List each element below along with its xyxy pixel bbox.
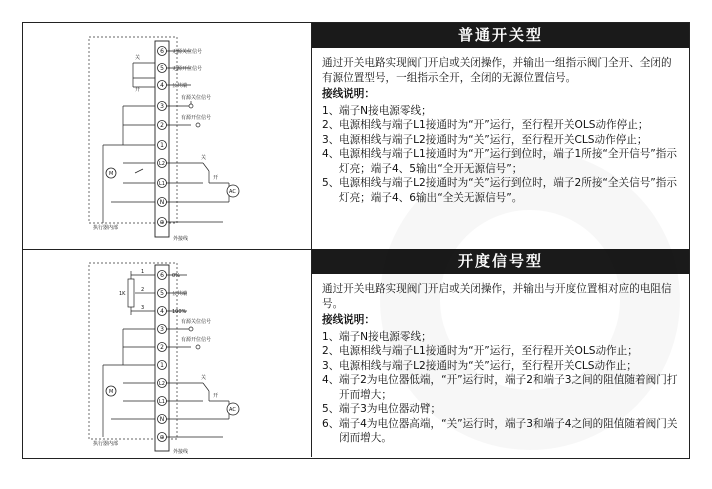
label-t3: 有源关位信号 xyxy=(181,319,212,325)
list-item xyxy=(322,133,679,148)
section-normal-switch xyxy=(23,23,689,250)
label-internal-open: 开 xyxy=(135,87,141,93)
terminal-4: 4 xyxy=(160,82,164,89)
wiring-diagram-position xyxy=(23,249,312,457)
terminal-6: 6 xyxy=(160,48,164,55)
terminal-5: 5 xyxy=(160,290,164,297)
wiring-instructions xyxy=(322,330,679,446)
label-close: 关 xyxy=(201,155,207,161)
label-t5: 公共端 xyxy=(172,291,188,297)
item-text: 端子N接电源零线； xyxy=(339,330,432,343)
spec-table xyxy=(22,22,690,459)
terminal-6: 6 xyxy=(160,272,164,279)
list-item xyxy=(322,417,679,446)
list-item xyxy=(322,118,679,133)
item-text: 电源相线与端子L2接通时为“关”运行到位时，端子2所接“全关信号”指示灯亮；端子4、6输出“全关无源信号”。 xyxy=(339,177,677,204)
terminal-5: 5 xyxy=(160,65,164,72)
item-text: 电源相线与端子L2接通时为“关”运行，至行程开关CLS动作止； xyxy=(339,359,637,372)
item-number: 5、 xyxy=(322,177,340,189)
item-text: 电源相线与端子L1接通时为“开”运行到位时，端子1所接“全开信号”指示灯亮；端子4、5输出“全开无源信号”； xyxy=(339,148,677,175)
terminal-l1: L1 xyxy=(159,181,165,187)
list-item xyxy=(322,402,679,417)
label-close: 关 xyxy=(201,375,207,381)
terminal-2: 2 xyxy=(160,122,164,129)
label-t5: 无源开位信号 xyxy=(172,66,203,72)
terminal-l1: L1 xyxy=(159,399,165,405)
label-inside: 执行器内部 xyxy=(93,225,119,231)
list-item xyxy=(322,344,679,359)
section-position-signal xyxy=(23,249,689,457)
list-item xyxy=(322,104,679,119)
item-text: 端子4为电位器高端，“关”运行时，端子3和端子4之间的阻值随着阀门关闭而增大。 xyxy=(339,417,678,444)
item-number: 2、 xyxy=(322,345,340,357)
terminal-2: 2 xyxy=(160,344,164,351)
list-item xyxy=(322,359,679,374)
list-item xyxy=(322,147,679,176)
wiring-diagram-svg xyxy=(23,249,311,457)
item-number: 4、 xyxy=(322,374,340,386)
description-panel-position xyxy=(312,249,689,457)
label-t6: 无源关位信号 xyxy=(172,49,203,55)
terminal-1: 1 xyxy=(160,142,164,149)
item-number: 6、 xyxy=(322,417,340,430)
list-item xyxy=(322,330,679,345)
label-internal-close: 关 xyxy=(135,55,141,61)
item-text: 电源相线与端子L1接通时为“开”运行，至行程开关OLS动作停止； xyxy=(339,119,649,131)
terminal-n: N xyxy=(159,416,165,423)
item-number: 1、 xyxy=(322,330,340,343)
label-t4: 100% xyxy=(172,309,187,315)
terminal-4: 4 xyxy=(160,308,164,315)
wiring-diagram-svg xyxy=(23,23,311,249)
section-intro: 通过开关电路实现阀门开启或关闭操作，并输出与开度位置相对应的电阻信号。 xyxy=(322,283,672,310)
item-text: 端子N接电源零线； xyxy=(339,104,432,117)
label-pot: 1K xyxy=(119,291,126,297)
ac-source-label: AC xyxy=(229,189,236,195)
terminal-3: 3 xyxy=(160,103,164,110)
label-t2: 有源开位信号 xyxy=(181,337,212,343)
label-t6: 0% xyxy=(172,273,180,279)
label-r1: 1 xyxy=(141,269,145,275)
label-inside: 执行器内部 xyxy=(93,441,119,447)
item-text: 端子3为电位器动臂； xyxy=(339,403,442,415)
label-r3: 3 xyxy=(141,305,145,311)
terminal-1: 1 xyxy=(160,362,164,369)
terminal-ground: ⊕ xyxy=(159,434,165,441)
section-body xyxy=(312,274,689,446)
label-t3: 有源关位信号 xyxy=(181,95,212,101)
motor-label: M xyxy=(109,389,114,395)
item-number: 1、 xyxy=(322,104,340,117)
terminal-l2: L2 xyxy=(159,381,165,387)
terminal-l2: L2 xyxy=(159,161,165,167)
item-number: 4、 xyxy=(322,148,340,160)
motor-label: M xyxy=(109,171,114,177)
section-subtitle: 接线说明： xyxy=(322,88,375,100)
label-t4: 公共端 xyxy=(172,83,188,89)
item-number: 5、 xyxy=(322,403,340,415)
label-outside: 外接线 xyxy=(173,449,189,455)
terminal-n: N xyxy=(159,199,165,206)
description-panel-normal xyxy=(312,23,689,249)
section-title: 开度信号型 xyxy=(312,249,689,274)
section-title: 普通开关型 xyxy=(312,23,689,48)
terminal-ground: ⊕ xyxy=(159,219,165,226)
wiring-instructions xyxy=(322,104,679,206)
item-text: 端子2为电位器低端，“开”运行时，端子2和端子3之间的阻值随着阀门打开而增大； xyxy=(339,374,678,401)
section-body xyxy=(312,48,689,205)
item-text: 电源相线与端子L2接通时为“关”运行，至行程开关CLS动作停止； xyxy=(339,133,648,146)
item-number: 3、 xyxy=(322,359,340,372)
ac-source-label: AC xyxy=(229,407,236,413)
label-open: 开 xyxy=(213,175,219,181)
label-open: 开 xyxy=(213,393,219,399)
label-outside: 外接线 xyxy=(173,236,189,242)
terminal-3: 3 xyxy=(160,326,164,333)
label-t2: 有源开位信号 xyxy=(181,115,212,121)
list-item xyxy=(322,373,679,402)
list-item xyxy=(322,176,679,205)
item-number: 3、 xyxy=(322,133,340,146)
item-number: 2、 xyxy=(322,119,340,131)
wiring-diagram-normal xyxy=(23,23,312,249)
section-intro: 通过开关电路实现阀门开启或关闭操作，并输出一组指示阀门全开、全闭的有源位置型号，一组指示全开，全闭的无源位置信号。 xyxy=(322,57,672,84)
item-text: 电源相线与端子L1接通时为“开”运行，至行程开关OLS动作止； xyxy=(339,345,638,357)
section-subtitle: 接线说明： xyxy=(322,314,375,326)
label-r2: 2 xyxy=(141,287,145,293)
